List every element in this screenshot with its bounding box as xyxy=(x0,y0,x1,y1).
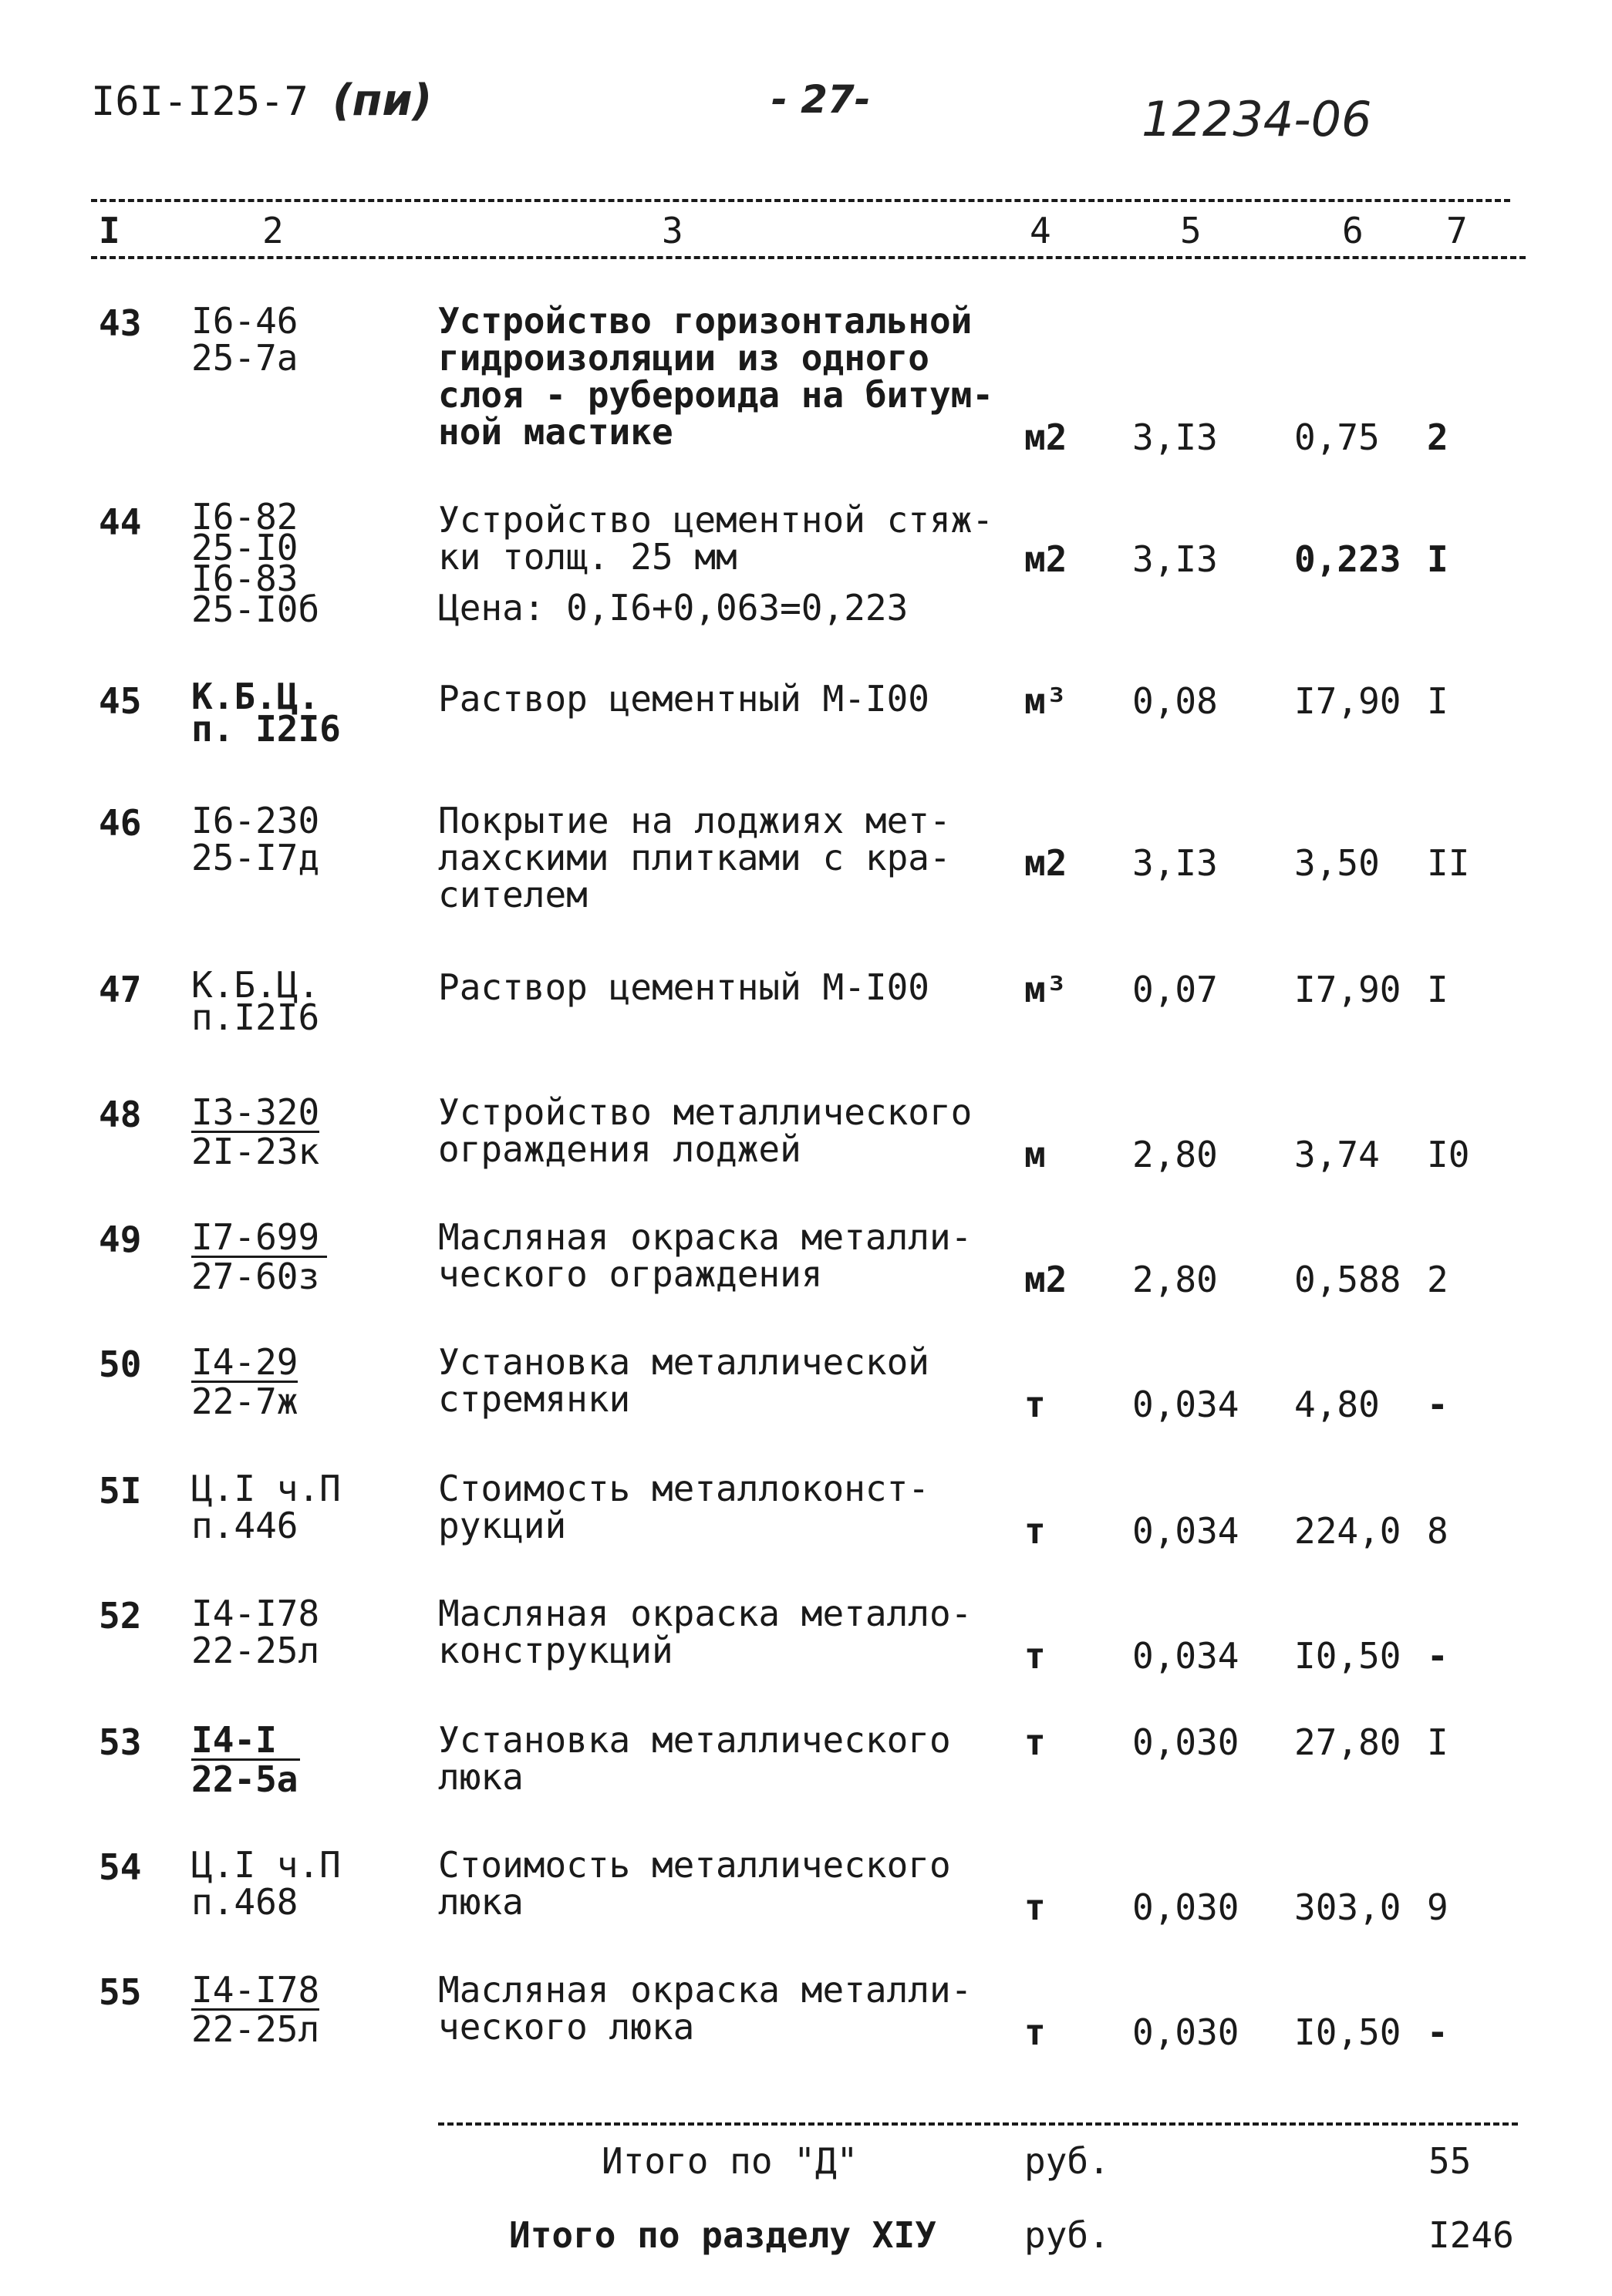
row-unit: т xyxy=(1024,1384,1046,1425)
row-price: 224,0 xyxy=(1294,1510,1401,1552)
row-price: 3,74 xyxy=(1294,1134,1380,1175)
desc-line: Покрытие на лоджиях мет- xyxy=(438,800,951,841)
totals-rule xyxy=(438,2122,1518,2126)
total-unit: руб. xyxy=(1024,2214,1110,2256)
row-description xyxy=(438,1091,973,1170)
code-line: 22-25л xyxy=(191,2008,320,2050)
code-line: Ц.I ч.П xyxy=(191,1844,341,1886)
row-total: I0 xyxy=(1427,1134,1470,1175)
row-total: - xyxy=(1427,1635,1448,1677)
row-description xyxy=(438,1969,973,2048)
row-code xyxy=(191,964,320,1038)
desc-line: Установка металлического xyxy=(438,1719,951,1761)
code-line: 25-I0б xyxy=(191,588,320,630)
code-line: I6-230 xyxy=(191,800,320,841)
row-code xyxy=(191,1721,300,1798)
desc-line: гидроизоляции из одного xyxy=(438,337,929,379)
row-unit: т xyxy=(1024,1721,1046,1763)
desc-line: Устройство металлического xyxy=(438,1091,973,1133)
row-unit: м2 xyxy=(1024,416,1067,458)
desc-line: стремянки xyxy=(438,1378,631,1420)
desc-line: ческого люка xyxy=(438,2006,695,2048)
code-line: п.468 xyxy=(191,1881,298,1923)
desc-line: Стоимость металлического xyxy=(438,1844,951,1886)
row-quantity: 0,034 xyxy=(1132,1635,1239,1677)
code-line: I3-320 xyxy=(191,1091,320,1133)
row-total: 8 xyxy=(1427,1510,1448,1552)
row-description xyxy=(438,966,929,1008)
code-line: I6-83 xyxy=(191,558,298,599)
row-quantity: 3,I3 xyxy=(1132,538,1218,580)
desc-line: Устройство цементной стяж- xyxy=(438,499,994,541)
code-line: I4-29 xyxy=(191,1341,298,1383)
row-price: I0,50 xyxy=(1294,2011,1401,2053)
row-price: 0,223 xyxy=(1294,538,1401,580)
desc-line: Стоимость металлоконст- xyxy=(438,1468,929,1509)
desc-line: ограждения лоджей xyxy=(438,1128,801,1170)
row-number: 48 xyxy=(99,1094,142,1135)
doc-code-text: I6I-I25-7 xyxy=(91,79,309,125)
desc-line: конструкций xyxy=(438,1630,673,1671)
row-description xyxy=(438,300,994,453)
row-number: 47 xyxy=(99,969,142,1010)
row-description xyxy=(438,499,994,578)
row-code xyxy=(191,1341,298,1422)
code-line: К.Б.Ц. xyxy=(191,964,320,1006)
row-number: 50 xyxy=(99,1344,142,1385)
row-unit: м2 xyxy=(1024,538,1067,580)
code-line: 2I-23к xyxy=(191,1131,320,1172)
desc-line: люка xyxy=(438,1881,524,1923)
row-number: 52 xyxy=(99,1595,142,1637)
row-description xyxy=(438,1844,951,1923)
desc-line: слоя - рубероида на битум- xyxy=(438,374,994,416)
desc-line: Раствор цементный М-I00 xyxy=(438,678,929,720)
row-quantity: 0,030 xyxy=(1132,1721,1239,1763)
desc-line: рукций xyxy=(438,1505,567,1546)
code-line: I4-I xyxy=(191,1721,300,1761)
code-line: 22-7ж xyxy=(191,1381,298,1422)
desc-line: сителем xyxy=(438,874,588,915)
code-line: 27-60з xyxy=(191,1256,320,1297)
row-unit: м³ xyxy=(1024,969,1067,1010)
row-code xyxy=(191,1216,327,1297)
row-code xyxy=(191,1595,319,1669)
desc-line: Масляная окраска металли- xyxy=(438,1216,973,1258)
row-quantity: 3,I3 xyxy=(1132,842,1218,884)
row-number: 53 xyxy=(99,1721,142,1763)
col-header-2: 2 xyxy=(262,210,284,251)
row-number: 5I xyxy=(99,1470,142,1512)
row-price: 3,50 xyxy=(1294,842,1380,884)
doc-code-note: (пи) xyxy=(332,76,433,126)
desc-line: Установка металлической xyxy=(438,1341,929,1383)
total-value: 55 xyxy=(1428,2140,1472,2182)
row-number: 49 xyxy=(99,1219,142,1260)
code-line: I4-I78 xyxy=(191,1969,320,2011)
row-unit: т xyxy=(1024,2011,1046,2053)
col-header-3: 3 xyxy=(662,210,683,251)
code-line: п. I2I6 xyxy=(191,708,341,750)
total-label: Итого по "Д" xyxy=(602,2140,858,2182)
row-code xyxy=(191,496,320,630)
desc-line: Раствор цементный М-I00 xyxy=(438,966,929,1008)
col-header-1: I xyxy=(99,210,120,251)
row-price: 27,80 xyxy=(1294,1721,1401,1763)
code-line: п.I2I6 xyxy=(191,996,320,1038)
row-total: - xyxy=(1427,2011,1448,2053)
row-price: 4,80 xyxy=(1294,1384,1380,1425)
row-price: I7,90 xyxy=(1294,969,1401,1010)
desc-line: Масляная окраска металли- xyxy=(438,1969,973,2011)
row-total: 2 xyxy=(1427,416,1448,458)
row-total: I xyxy=(1427,969,1448,1010)
row-total: I xyxy=(1427,1721,1448,1763)
row-code xyxy=(191,676,341,750)
row-price-note: Цена: 0,I6+0,063=0,223 xyxy=(438,587,909,629)
row-quantity: 0,07 xyxy=(1132,969,1218,1010)
row-number: 55 xyxy=(99,1971,142,2013)
row-total: I xyxy=(1427,680,1448,722)
code-line: Ц.I ч.П xyxy=(191,1468,341,1509)
row-price: 303,0 xyxy=(1294,1886,1401,1928)
desc-line: ной мастике xyxy=(438,411,673,453)
row-quantity: 0,034 xyxy=(1132,1384,1239,1425)
row-unit: м³ xyxy=(1024,680,1067,722)
desc-line: Масляная окраска металло- xyxy=(438,1593,973,1634)
row-unit: т xyxy=(1024,1635,1046,1677)
row-number: 46 xyxy=(99,802,142,844)
row-quantity: 3,I3 xyxy=(1132,416,1218,458)
total-unit: руб. xyxy=(1024,2140,1110,2182)
row-description xyxy=(438,802,951,913)
row-quantity: 2,80 xyxy=(1132,1259,1218,1300)
row-number: 44 xyxy=(99,501,142,543)
row-unit: т xyxy=(1024,1886,1046,1928)
desc-line: ки толщ. 25 мм xyxy=(438,536,737,578)
row-description xyxy=(438,678,929,720)
doc-code xyxy=(91,76,432,126)
page-number: - 27- xyxy=(771,77,871,122)
desc-line: ческого ограждения xyxy=(438,1253,823,1295)
row-total: II xyxy=(1427,842,1470,884)
row-number: 54 xyxy=(99,1846,142,1888)
row-unit: м2 xyxy=(1024,842,1067,884)
row-price: I0,50 xyxy=(1294,1635,1401,1677)
col-header-7: 7 xyxy=(1446,210,1468,251)
code-line: 25-I7д xyxy=(191,837,320,878)
header-top-rule xyxy=(91,199,1510,202)
code-line: К.Б.Ц. xyxy=(191,676,320,717)
row-description xyxy=(438,1341,929,1420)
archive-number: 12234-06 xyxy=(1142,91,1372,147)
row-total: 2 xyxy=(1427,1259,1448,1300)
header-bottom-rule xyxy=(91,256,1526,259)
code-line: I7-699 xyxy=(191,1219,327,1258)
row-price: 0,75 xyxy=(1294,416,1380,458)
row-total: 9 xyxy=(1427,1886,1448,1928)
row-description xyxy=(438,1719,951,1798)
row-quantity: 2,80 xyxy=(1132,1134,1218,1175)
col-header-5: 5 xyxy=(1180,210,1202,251)
row-price: I7,90 xyxy=(1294,680,1401,722)
row-description xyxy=(438,1470,929,1544)
row-code xyxy=(191,300,298,379)
row-code xyxy=(191,1971,319,2048)
total-label: Итого по разделу XIУ xyxy=(509,2214,936,2256)
col-header-6: 6 xyxy=(1342,210,1364,251)
code-line: 22-25л xyxy=(191,1630,320,1671)
row-description xyxy=(438,1595,972,1669)
row-unit: т xyxy=(1024,1510,1046,1552)
code-line: 25-I0 xyxy=(191,527,298,568)
desc-line: лахскими плитками с кра- xyxy=(438,837,951,878)
row-number: 43 xyxy=(99,302,142,344)
row-code xyxy=(191,1091,320,1172)
row-quantity: 0,030 xyxy=(1132,2011,1239,2053)
desc-line: люка xyxy=(438,1756,524,1798)
code-line: I6-82 xyxy=(191,496,298,538)
row-description xyxy=(438,1216,973,1295)
row-code xyxy=(191,802,319,876)
col-header-4: 4 xyxy=(1030,210,1051,251)
row-unit: м xyxy=(1024,1134,1046,1175)
row-price: 0,588 xyxy=(1294,1259,1401,1300)
code-line: I4-I78 xyxy=(191,1593,320,1634)
row-quantity: 0,08 xyxy=(1132,680,1218,722)
code-line: I6-46 xyxy=(191,300,298,342)
total-value: I246 xyxy=(1428,2214,1514,2256)
code-line: п.446 xyxy=(191,1505,298,1546)
row-total: I xyxy=(1427,538,1448,580)
code-line: 25-7а xyxy=(191,337,298,379)
row-total: - xyxy=(1427,1384,1448,1425)
row-unit: м2 xyxy=(1024,1259,1067,1300)
row-code xyxy=(191,1470,341,1544)
row-quantity: 0,034 xyxy=(1132,1510,1239,1552)
row-code xyxy=(191,1844,341,1923)
row-number: 45 xyxy=(99,680,142,722)
desc-line: Устройство горизонтальной xyxy=(438,300,973,342)
row-quantity: 0,030 xyxy=(1132,1886,1239,1928)
code-line: 22-5а xyxy=(191,1758,298,1800)
